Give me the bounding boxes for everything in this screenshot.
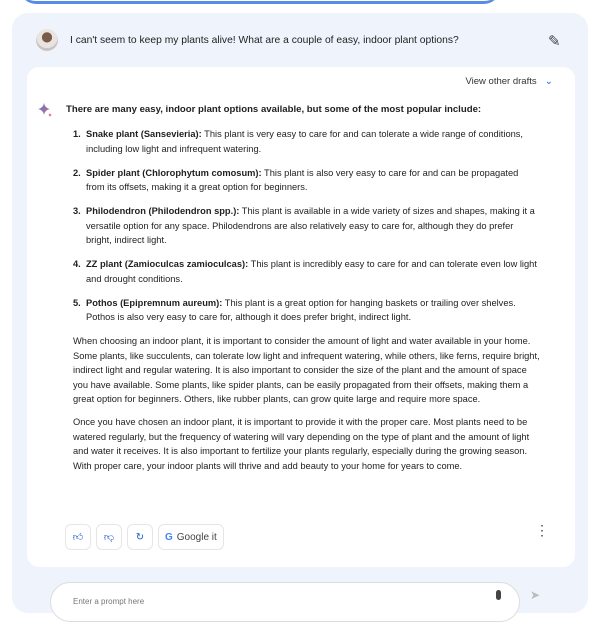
google-g-icon: G [165,531,173,543]
item-number: 3. [73,206,81,216]
response-actions [65,524,224,550]
item-number: 4. [73,259,81,269]
item-title: ZZ plant (Zamioculcas zamioculcas): [86,259,249,269]
item-text: This plant is also very easy to care for and can be propagated from its offsets, making it a great option for beginners. [86,167,519,192]
more-options-icon[interactable]: ⋮ [535,522,549,538]
item-number: 1. [73,129,81,139]
response-card [27,67,575,567]
item-text: This plant is very easy to care for and can tolerate a wide range of conditions, including low light and infrequent watering. [86,129,524,154]
thumbs-down-icon: 👎︎ [103,532,115,543]
thumbs-up-button[interactable] [65,524,91,550]
response-paragraph: When choosing an indoor plant, it is important to consider the amount of light and water available in your home. Some plants, like succulents, can tolerate low light and infrequent watering, while others, like ferns, require bright, indirect light and regular watering. It is also important to consider the size of the plant and the amount of space you have available. Some plants, like spider plants, can be easily propagated from their offsets, making them a great option for beginners. Others, like rubber plants, can grow quite large and require more space. [73,336,540,404]
sparkle-icon [37,102,53,118]
item-title: Philodendron (Philodendron spp.): [86,206,240,216]
list-item [73,166,538,195]
list-item [73,127,538,156]
prompt-input[interactable] [50,582,520,622]
response-paragraph: Once you have chosen an indoor plant, it is important to provide it with the proper care. Most plants need to be watered regularly, but the frequency of watering will vary depending on the type of plant and the amount of light and water it receives. It is also important to fertilize your plants regularly, especially during the growing season. With proper care, your indoor plants will thrive and add beauty to your home for years to come. [73,417,530,471]
prompt-placeholder: Enter a prompt here [73,597,145,606]
refresh-icon: ↻ [135,531,145,543]
list-item [73,257,538,286]
view-other-drafts-button[interactable] [465,76,553,87]
thumbs-up-icon: 👍︎ [72,532,84,543]
item-title: Snake plant (Sansevieria): [86,129,202,139]
avatar [36,29,58,51]
regenerate-button[interactable] [127,524,153,550]
plant-list [73,127,538,334]
edit-pencil-icon[interactable]: ✎ [548,33,561,50]
item-title: Pothos (Epipremnum aureum): [86,297,223,308]
chevron-down-icon: ⌄ [544,76,553,87]
item-title: Spider plant (Chlorophytum comosum): [86,167,262,178]
item-number: 2. [73,167,81,178]
drafts-label: View other drafts [465,76,537,87]
user-message [36,29,459,51]
google-it-label: Google it [176,531,217,543]
item-number: 5. [73,297,81,308]
list-item [73,296,538,325]
item-text: This plant is a great option for hanging baskets or trailing over shelves. Pothos is also very easy to care for, although it does prefer bright, indirect light. [86,297,516,322]
microphone-icon[interactable] [496,590,501,600]
list-item [73,204,538,248]
item-text: This plant is available in a wide variety of sizes and shapes, making it a versatile option for any space. Philodendrons are also relatively easy to care for, although they do prefer bright, indirect light. [86,206,535,245]
item-text: This plant is incredibly easy to care for and can tolerate even low light and drought conditions. [86,259,537,284]
google-it-button[interactable] [158,524,224,550]
user-prompt-text: I can't seem to keep my plants alive! What are a couple of easy, indoor plant options? [70,34,459,46]
send-icon[interactable]: ➤ [530,588,541,602]
response-intro: There are many easy, indoor plant options available, but some of the most popular include: [66,104,482,115]
handwritten-annotation [20,0,500,4]
thumbs-down-button[interactable] [96,524,122,550]
